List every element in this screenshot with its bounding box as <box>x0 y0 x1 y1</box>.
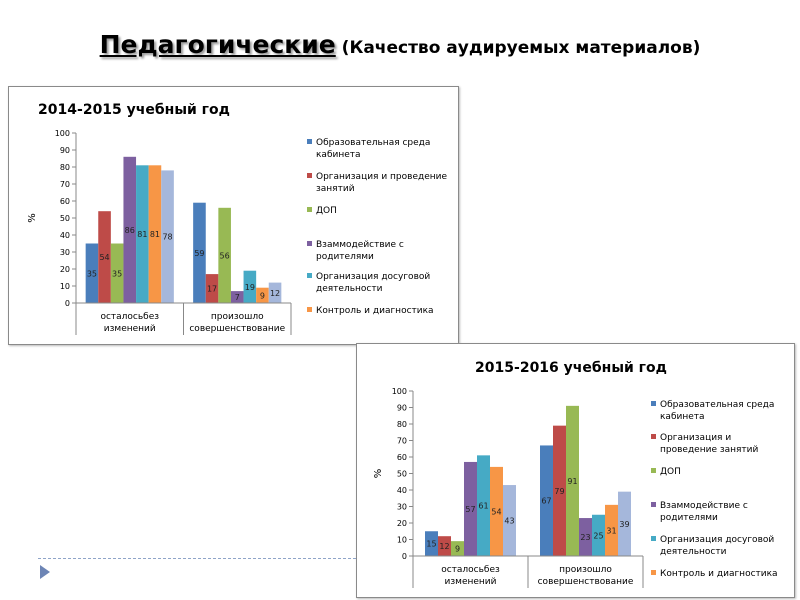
x-category-label: изменений <box>103 324 156 334</box>
y-tick-label: 0 <box>401 552 407 561</box>
bar-data-label: 54 <box>491 507 502 517</box>
bar-data-label: 25 <box>593 531 604 541</box>
y-tick-label: 0 <box>64 299 70 308</box>
legend-label: кабинета <box>660 412 705 422</box>
y-tick-label: 60 <box>396 453 407 462</box>
y-tick-label: 90 <box>396 403 407 413</box>
legend-swatch <box>307 207 312 212</box>
bar-data-label: 59 <box>194 248 205 258</box>
y-tick-label: 40 <box>396 486 407 495</box>
legend-label: ДОП <box>660 467 681 477</box>
x-category-label: произошло <box>559 565 612 575</box>
y-tick-label: 70 <box>396 436 407 446</box>
bar-data-label: 43 <box>504 516 515 526</box>
bar-data-label: 91 <box>567 476 578 486</box>
legend-label: Образовательная среда <box>316 138 431 148</box>
legend-label: родителями <box>316 252 374 262</box>
bar-data-label: 15 <box>426 539 437 549</box>
legend-label: Организация досуговой <box>660 535 775 545</box>
y-axis-label: % <box>27 213 38 223</box>
bar-data-label: 12 <box>269 288 281 298</box>
y-tick-label: 20 <box>59 265 70 274</box>
bar-data-label: 78 <box>162 232 173 242</box>
legend-label: деятельности <box>660 547 727 557</box>
y-tick-label: 100 <box>391 387 407 396</box>
y-axis-label: % <box>373 468 384 479</box>
bar-data-label: 61 <box>478 501 489 511</box>
legend-swatch <box>651 468 656 473</box>
bar-data-label: 57 <box>465 504 476 514</box>
x-category-label: совершенствование <box>537 577 634 587</box>
legend-swatch <box>307 273 312 278</box>
y-tick-label: 80 <box>396 420 407 429</box>
slide-title <box>0 30 800 59</box>
legend-label: Взаммодействие с <box>316 240 404 250</box>
legend-label: Образовательная среда <box>660 400 775 410</box>
bar-data-label: 54 <box>99 253 110 263</box>
slide-title-main: Педагогические <box>99 30 336 59</box>
y-tick-label: 90 <box>59 146 70 155</box>
legend-label: Контроль и диагностика <box>316 306 434 316</box>
bar-data-label: 17 <box>206 284 218 294</box>
y-tick-label: 10 <box>59 282 70 291</box>
legend-label: родителями <box>660 513 718 523</box>
y-tick-label: 30 <box>59 248 70 257</box>
bar-data-label: 23 <box>580 533 591 543</box>
y-tick-label: 50 <box>59 214 70 223</box>
bar-data-label: 39 <box>619 519 630 529</box>
y-tick-label: 50 <box>396 469 407 479</box>
legend-swatch <box>651 434 656 439</box>
legend-label: ДОП <box>316 206 337 216</box>
play-triangle-icon <box>40 565 50 579</box>
bar-data-label: 7 <box>234 293 240 303</box>
legend-label: деятельности <box>316 284 383 294</box>
legend-label: Организация и проведение <box>316 172 448 182</box>
legend-swatch <box>307 173 312 178</box>
legend-label: кабинета <box>316 150 361 160</box>
bar-data-label: 56 <box>219 251 230 261</box>
legend-swatch <box>651 570 656 575</box>
y-tick-label: 20 <box>396 519 407 528</box>
bar-data-label: 67 <box>541 496 552 506</box>
y-tick-label: 40 <box>59 231 70 240</box>
bar-data-label: 19 <box>244 282 255 292</box>
x-category-label: произошло <box>210 312 264 322</box>
bar-data-label: 35 <box>86 269 98 279</box>
legend-swatch <box>651 401 656 406</box>
slide-title-subtitle: (Качество аудируемых материалов) <box>335 38 701 58</box>
y-tick-label: 30 <box>396 502 407 512</box>
decorative-dashed-line <box>38 558 356 559</box>
bar-data-label: 9 <box>454 544 461 554</box>
y-tick-label: 10 <box>396 535 407 545</box>
x-category-label: осталосьбез <box>441 565 500 575</box>
legend-swatch <box>307 139 312 144</box>
chart-2015-2016-svg <box>357 344 794 597</box>
legend-label: Взаммодействие с <box>660 501 748 511</box>
legend-swatch <box>651 502 656 507</box>
bar-data-label: 81 <box>149 230 161 240</box>
bar-data-label: 81 <box>137 230 148 240</box>
y-tick-label: 80 <box>59 163 70 172</box>
bar-data-label: 12 <box>439 542 450 552</box>
legend-swatch <box>651 536 656 541</box>
legend-label: Контроль и диагностика <box>660 569 778 579</box>
chart-2015-2016 <box>356 343 795 598</box>
legend-label: проведение занятий <box>660 445 759 455</box>
chart-2014-2015-svg <box>9 87 458 344</box>
y-tick-label: 100 <box>54 129 70 138</box>
legend-swatch <box>307 307 312 312</box>
bar-data-label: 9 <box>259 291 265 301</box>
legend-label: Организация досуговой <box>316 272 431 282</box>
legend-swatch <box>307 241 312 246</box>
bar-data-label: 79 <box>554 486 565 496</box>
bar-data-label: 86 <box>124 225 135 235</box>
x-category-label: совершенствование <box>189 324 286 334</box>
x-category-label: осталосьбез <box>100 312 160 322</box>
y-tick-label: 60 <box>59 197 70 206</box>
legend-label: занятий <box>316 184 355 194</box>
bar-data-label: 31 <box>606 526 617 536</box>
legend-label: Организация и <box>660 433 732 443</box>
bar-data-label: 35 <box>112 269 123 279</box>
chart-title: 2014-2015 учебный год <box>38 102 230 118</box>
x-category-label: изменений <box>444 577 497 587</box>
chart-title: 2015-2016 учебный год <box>475 360 667 376</box>
y-tick-label: 70 <box>59 180 70 189</box>
chart-2014-2015 <box>8 86 459 345</box>
